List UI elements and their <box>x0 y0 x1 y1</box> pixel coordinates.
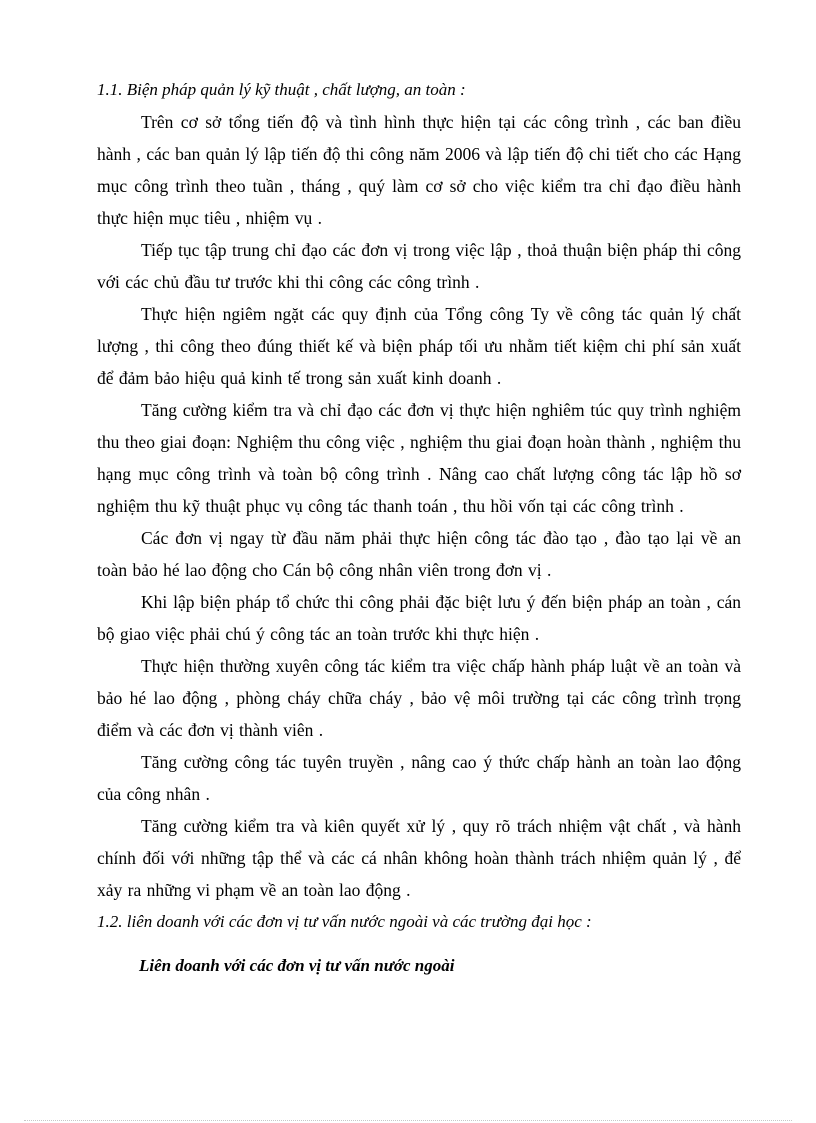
paragraph-awareness: Tăng cường công tác tuyên truyền , nâng cao ý thức chấp hành an toàn lao động của công nhân . <box>97 752 741 804</box>
paragraph-construction-method: Tiếp tục tập trung chỉ đạo các đơn vị trong việc lập , thoả thuận biện pháp thi công với các chủ đầu tư trước khi thi công các công trình . <box>97 240 741 292</box>
paragraph-acceptance-inspection: Tăng cường kiểm tra và chỉ đạo các đơn vị thực hiện nghiêm túc quy trình nghiệm thu theo giai đoạn: Nghiệm thu công việc , nghiệm thu giai đoạn hoàn thành , nghiệm thu hạng mục công trình và toàn bộ công trình . Nâng cao chất lượng công tác lập hồ sơ nghiệm thu kỹ thuật phục vụ công tác thanh toán , thu hồi vốn tại các công trình . <box>97 400 741 516</box>
paragraph-accountability: Tăng cường kiểm tra và kiên quyết xử lý , quy rõ trách nhiệm vật chất , và hành chính đối với những tập thể và các cá nhân không hoàn thành trách nhiệm quản lý , để xảy ra những vi phạm về an toàn lao động . <box>97 816 741 900</box>
section-1-2-subheading: Liên doanh với các đơn vị tư vấn nước ngoài <box>139 956 455 975</box>
paragraph-quality-regulations: Thực hiện ngiêm ngặt các quy định của Tổng công Ty về công tác quản lý chất lượng , thi công theo đúng thiết kế và biện pháp tối ưu nhằm tiết kiệm chi phí sản xuất để đảm bảo hiệu quả kinh tế trong sản xuất kinh doanh . <box>97 304 741 388</box>
section-1-1-heading: 1.1. Biện pháp quản lý kỹ thuật , chất lượng, an toàn : <box>97 80 466 99</box>
paragraph-safety-training: Các đơn vị ngay từ đầu năm phải thực hiện công tác đào tạo , đào tạo lại về an toàn bảo hé lao động cho Cán bộ công nhân viên trong đơn vị . <box>97 528 741 580</box>
section-1-2-heading: 1.2. liên doanh với các đơn vị tư vấn nước ngoài và các trường đại học : <box>97 912 592 931</box>
document-page <box>97 74 741 982</box>
paragraph-safety-measures: Khi lập biện pháp tổ chức thi công phải đặc biệt lưu ý đến biện pháp an toàn , cán bộ giao việc phải chú ý công tác an toàn trước khi thực hiện . <box>97 592 741 644</box>
page-bottom-divider <box>24 1120 792 1121</box>
paragraph-progress-planning: Trên cơ sở tổng tiến độ và tình hình thực hiện tại các công trình , các ban điều hành , các ban quản lý lập tiến độ thi công năm 2006 và lập tiến độ chi tiết cho các Hạng mục công trình theo tuần , tháng , quý làm cơ sở cho việc kiểm tra chỉ đạo điều hành thực hiện mục tiêu , nhiệm vụ . <box>97 112 741 228</box>
paragraph-regular-inspection: Thực hiện thường xuyên công tác kiểm tra việc chấp hành pháp luật về an toàn và bảo hé lao động , phòng cháy chữa cháy , bảo vệ môi trường tại các công trình trọng điểm và các đơn vị thành viên . <box>97 656 741 740</box>
